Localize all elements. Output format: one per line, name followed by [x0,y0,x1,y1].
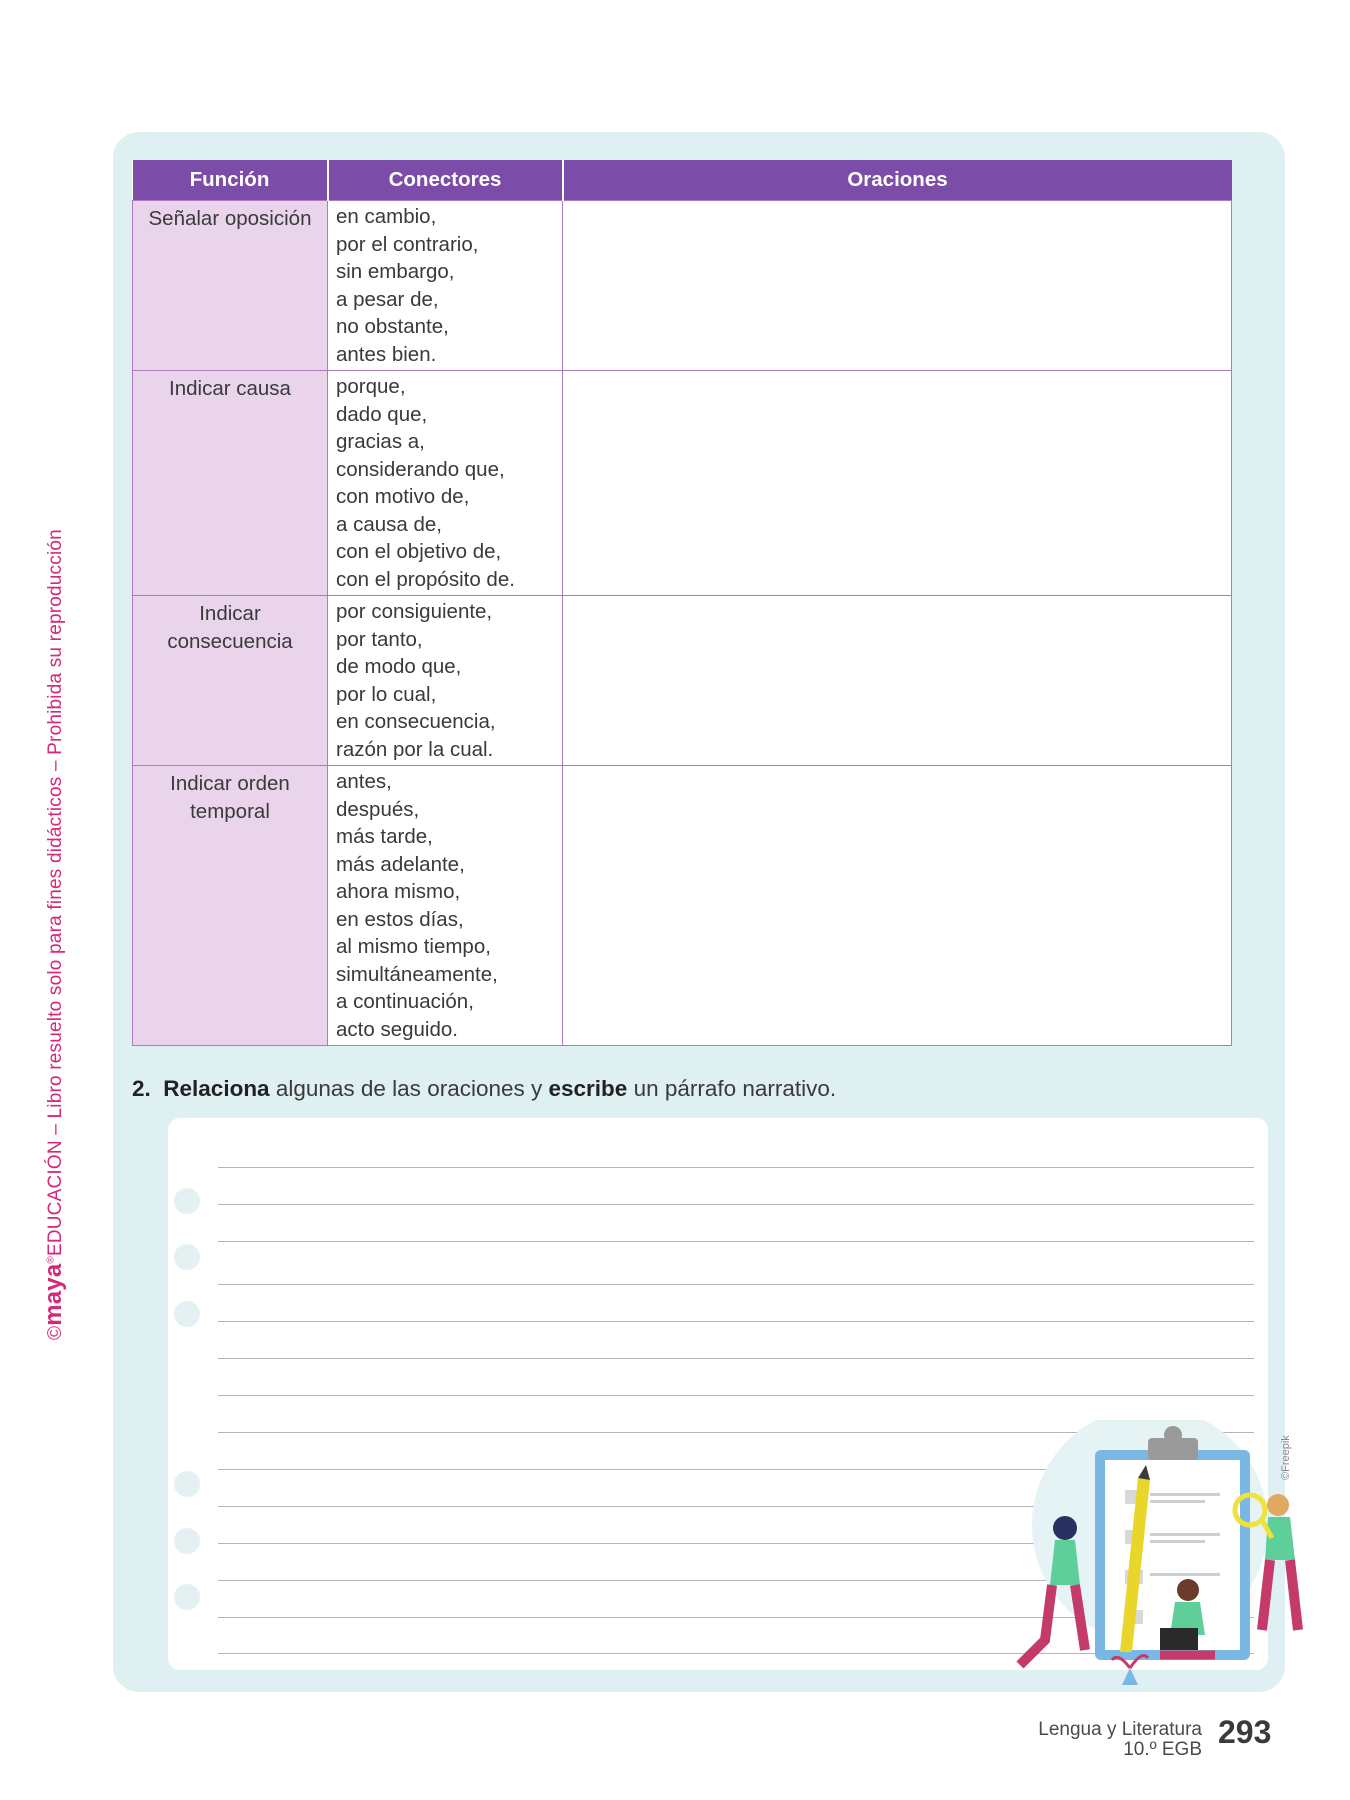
connector-item: por consiguiente, [336,600,493,623]
connector-item: con el objetivo de, [336,540,502,563]
task-text: algunas de las oraciones y [269,1076,549,1101]
connector-item: antes, [336,770,392,793]
table-row [133,201,1232,371]
function-cell: Señalar oposición [133,201,328,371]
function-cell: Indicar consecuencia [133,596,328,766]
connector-item: a causa de, [336,512,442,536]
task-verb-escribe: escribe [548,1076,628,1101]
writing-line [218,1167,1254,1168]
connector-item: después, [336,797,420,821]
image-credit: ©Freepik [1280,1435,1292,1480]
connector-item: a continuación, [336,990,474,1013]
registered-mark: ® [45,1256,57,1264]
task-number: 2. [132,1076,151,1101]
writing-line [218,1284,1254,1285]
table-header-row [133,160,1232,201]
header-funcion: Función [133,160,328,201]
connectors-cell [328,766,563,1046]
connectors-cell [328,371,563,596]
binder-hole [174,1584,200,1610]
page-number: 293 [1218,1714,1272,1750]
connector-item: en consecuencia, [336,710,496,733]
sentence-answer-cell[interactable] [563,766,1232,1046]
binder-hole [174,1528,200,1554]
connector-item: ahora mismo, [336,880,461,903]
copyright-symbol: © [45,1325,66,1340]
table-row [133,371,1232,596]
connectors-table [132,160,1232,1046]
header-conectores: Conectores [328,160,563,201]
connector-item: acto seguido. [336,1017,458,1041]
connector-item: más tarde, [336,825,433,848]
sentence-answer-cell[interactable] [563,201,1232,371]
connector-item: por tanto, [336,627,423,651]
binder-hole [174,1244,200,1270]
connector-item: simultáneamente, [336,962,498,986]
connector-item: con el propósito de. [336,567,515,591]
writing-line [218,1241,1254,1242]
table-row [133,766,1232,1046]
writing-line [218,1321,1254,1322]
connector-item: en estos días, [336,907,464,931]
brand-logo: maya [40,1263,67,1326]
header-oraciones: Oraciones [563,160,1232,201]
connector-item: dado que, [336,402,428,426]
connector-item: considerando que, [336,457,505,481]
binder-hole [174,1301,200,1327]
writing-line [218,1204,1254,1205]
grade-level: 10.º EGB [1123,1739,1202,1760]
copyright-notice [40,529,68,1340]
footer-subject [1038,1720,1202,1760]
connectors-cell [328,201,563,371]
connector-item: de modo que, [336,655,462,678]
connector-item: por el contrario, [336,232,479,256]
copyright-text: EDUCACIÓN – Libro resuelto solo para fines didácticos – Prohibida su reproducción [45,529,66,1257]
connector-item: más adelante, [336,852,465,876]
connectors-cell [328,596,563,766]
task-instruction [132,1076,836,1102]
writing-line [218,1395,1254,1396]
function-cell: Indicar orden temporal [133,766,328,1046]
connector-item: sin embargo, [336,260,455,283]
connector-item: antes bien. [336,342,437,366]
connector-item: con motivo de, [336,485,470,508]
connector-item: en cambio, [336,205,437,228]
binder-hole [174,1471,200,1497]
connector-item: a pesar de, [336,287,439,311]
connector-item: por lo cual, [336,682,437,706]
sentence-answer-cell[interactable] [563,371,1232,596]
function-cell: Indicar causa [133,371,328,596]
writing-line [218,1358,1254,1359]
connector-item: porque, [336,375,406,398]
table-row [133,596,1232,766]
binder-hole [174,1188,200,1214]
connector-item: al mismo tiempo, [336,935,491,958]
sentence-answer-cell[interactable] [563,596,1232,766]
connector-item: no obstante, [336,315,449,338]
task-verb-relaciona: Relaciona [163,1076,270,1101]
connector-item: razón por la cual. [336,737,494,761]
task-text-end: un párrafo narrativo. [627,1076,837,1101]
clipboard-illustration [1000,1420,1320,1700]
subject-name: Lengua y Literatura [1038,1719,1202,1740]
connector-item: gracias a, [336,430,425,453]
